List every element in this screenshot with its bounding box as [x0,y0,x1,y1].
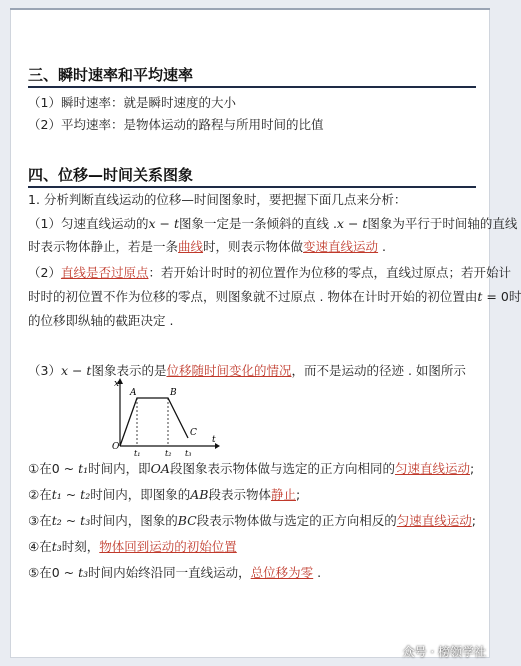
list-5-a: ⑤在0 ~ [28,565,79,580]
point-2-line-1 [28,262,511,283]
list-4-t: t₃ [51,539,62,554]
point-3-text-a: （3） [28,363,61,378]
list-4-a: ④在 [28,539,52,554]
list-1-oa: OA [150,461,170,476]
point-2-text-d: 时时的初位置不作为位移的零点，则图象就不过原点 . 物体在计时开始的初位置由 [28,289,478,304]
list-1-e: 段图象表示物体做与选定的正方向相同的 [169,461,395,476]
list-3-e: 段表示物体做与选定的正方向相反的 [196,513,397,528]
list-5-highlight: 总位移为零 [250,565,314,580]
list-3-bc: BC [177,513,197,528]
point-2-line-3: 的位移即纵轴的截距决定 . [28,313,174,328]
point-2-text-c: ：若开始计时时的初位置作为位移的零点，直线过原点；若开始计 [148,265,511,280]
list-item-5 [28,562,476,583]
list-3-highlight: 匀速直线运动 [396,513,472,528]
point-3-highlight: 位移随时间变化的情况 [166,363,292,378]
point-1-text-c: 图象一定是一条倾斜的直线 . [178,216,337,231]
t-axis-label: t [212,435,216,445]
list-2-highlight: 静止 [270,487,296,502]
watermark: 众号 · 榜领学社 [402,645,486,659]
point-2-text-a: （2） [28,265,61,280]
point-1-text-a: （1）匀速直线运动的 [28,216,149,231]
section-4-intro: 1. 分析判断直线运动的位移—时间图象时，要把握下面几点来分析： [28,192,407,207]
list-item-3 [28,510,476,531]
point-1-text-e: 图象为平行于时间轴的直线 [367,216,518,231]
list-1-a: ①在0 ~ [28,461,79,476]
list-5-t: t₃ [78,565,89,580]
point-c-label: C [190,428,197,438]
point-2-text-f: = 0时 [482,289,521,304]
top-border [10,8,490,10]
t3-label: t₃ [185,449,192,458]
x-axis-label: x [114,379,120,389]
point-1-text-h: 时，则表示物体做 [203,239,304,254]
point-b-label: B [170,388,177,398]
point-3-text-e: ，而不是运动的径迹 . 如图所示 [291,363,466,378]
list-3-t: t₂ ~ t₃ [51,513,91,528]
list-item-2 [28,484,476,505]
point-3-xt: x − t [60,363,92,378]
point-3-line [28,360,476,381]
list-3-c: 时间内，图象的 [90,513,178,528]
list-1-t: t₁ [78,461,89,476]
list-item-1 [28,458,476,479]
list-1-highlight: 匀速直线运动 [394,461,470,476]
section-3-title: 三、瞬时速率和平均速率 [28,66,194,84]
point-2-line-2 [28,286,521,307]
point-1-line-1 [28,213,518,234]
list-4-c: 时刻， [61,539,100,554]
point-1-variable-motion: 变速直线运动 [303,239,379,254]
section-3-item-2: （2）平均速率：是物体运动的路程与所用时间的比值 [28,117,324,132]
section-3-rule [28,86,476,88]
point-1-text-f: 时表示物体静止，若是一条 [28,239,179,254]
section-4-rule [28,186,476,188]
list-4-highlight: 物体回到运动的初始位置 [99,539,237,554]
list-2-a: ②在 [28,487,52,502]
point-2-origin: 直线是否过原点 [60,265,149,280]
t2-label: t₂ [165,449,172,458]
point-1-text-j: . [378,239,387,254]
section-3-item-1: （1）瞬时速率：就是瞬时速度的大小 [28,95,236,110]
list-5-c: 时间内始终沿同一直线运动， [88,565,251,580]
point-a-label: A [130,388,137,398]
list-5-end: . [313,565,322,580]
xt-curve [120,398,188,446]
list-2-ab: AB [190,487,209,502]
list-3-end: ; [471,513,476,528]
xt-graph [110,376,220,458]
list-1-c: 时间内，即 [88,461,151,476]
point-3-text-c: 图象表示的是 [91,363,167,378]
point-1-xt-2: x − t [336,216,368,231]
list-1-end: ; [469,461,475,476]
section-4-title: 四、位移—时间关系图象 [28,166,194,184]
point-2-t: t [477,289,483,304]
point-1-xt-1: x − t [148,216,179,231]
point-1-curve: 曲线 [178,239,204,254]
origin-label: O [112,442,120,452]
list-2-t: t₁ ~ t₂ [51,487,91,502]
list-2-e: 段表示物体 [208,487,271,502]
t1-label: t₁ [134,449,141,458]
point-1-line-2 [28,236,476,257]
list-3-a: ③在 [28,513,52,528]
list-2-c: 时间内，即图象的 [90,487,191,502]
t-axis-arrow [215,443,220,449]
list-2-end: ; [295,487,301,502]
list-item-4 [28,536,476,557]
